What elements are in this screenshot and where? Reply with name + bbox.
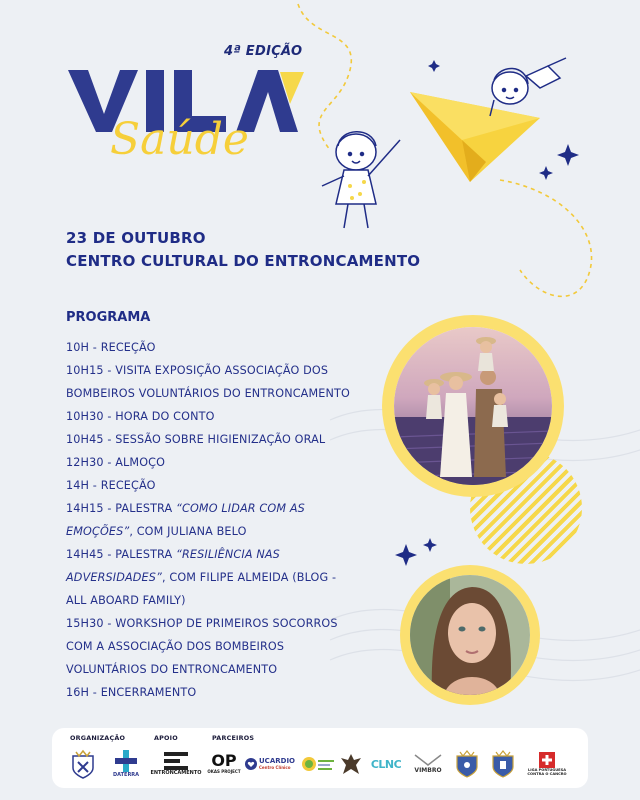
- entroncamento-e-icon: [164, 752, 188, 770]
- program-line: 10H - RECEÇÃO: [66, 341, 156, 354]
- paper-plane-icon: [410, 92, 540, 182]
- vimbro-mark-icon: [413, 753, 443, 767]
- eagle-icon: [340, 752, 362, 776]
- kid-doodle-right-icon: [490, 58, 566, 116]
- sponsors-footer: [52, 728, 588, 788]
- liga-cancro-logo: LIGA PORTUGUESA CONTRA O CANCRO: [522, 746, 572, 782]
- ucardio-heart-icon: [245, 758, 257, 770]
- program-line: 10H15 - VISITA EXPOSIÇÃO ASSOCIAÇÃO DOS: [66, 364, 329, 377]
- support-label: APOIO: [154, 734, 178, 742]
- program-line: COM A ASSOCIAÇÃO DOS BOMBEIROS: [66, 640, 285, 653]
- program-title: PROGRAMA: [66, 310, 151, 325]
- edition-label: 4ª EDIÇÃO: [224, 44, 303, 59]
- kid-doodle-left-icon: [322, 132, 400, 228]
- program-line: 16H - ENCERRAMENTO: [66, 686, 197, 699]
- program-line: 10H45 - SESSÃO SOBRE HIGIENIZAÇÃO ORAL: [66, 433, 326, 446]
- vila-saude-logo: [66, 56, 316, 176]
- entroncamento-logo: ENTRONCAMENTO: [148, 746, 204, 782]
- program-line: 14H15 - PALESTRA “COMO LIDAR COM AS: [66, 502, 305, 515]
- partner-bird-logo: [338, 746, 364, 782]
- partner-green-logo: [298, 746, 338, 782]
- municipality-crest-logo: [66, 746, 100, 782]
- dateerra-cross-icon: [114, 750, 138, 772]
- op-logo: OP OKAS PROJECT: [207, 751, 241, 775]
- ucardio-logo: UCARDIO Centro Clínico: [242, 746, 298, 782]
- parish-crest-logo-1: [452, 746, 482, 782]
- parish-crest-icon: [455, 750, 479, 778]
- program-line: 14H45 - PALESTRA “RESILIÊNCIA NAS: [66, 548, 280, 561]
- event-venue: CENTRO CULTURAL DO ENTRONCAMENTO: [66, 252, 421, 270]
- crest-icon: [70, 748, 96, 780]
- event-date: 23 DE OUTUBRO: [66, 229, 206, 247]
- family-photo: [394, 327, 552, 485]
- program-line: 12H30 - ALMOÇO: [66, 456, 166, 469]
- liga-cross-icon: [539, 752, 555, 768]
- partner-green-icon: [301, 755, 335, 773]
- dateerra-logo: DATERRA: [104, 746, 148, 782]
- program-line: BOMBEIROS VOLUNTÁRIOS DO ENTRONCAMENTO: [66, 387, 350, 400]
- program-line: VOLUNTÁRIOS DO ENTRONCAMENTO: [66, 663, 278, 676]
- program-schedule: [66, 341, 366, 709]
- parish-crest-icon: [491, 750, 515, 778]
- program-line: 14H - RECEÇÃO: [66, 479, 156, 492]
- program-line: EMOÇÕES”, COM JULIANA BELO: [66, 525, 247, 538]
- program-line: ALL ABOARD FAMILY): [66, 594, 186, 607]
- clnc-logo: CLNC: [370, 757, 402, 771]
- svg-text:VILA: VILA: [66, 56, 69, 57]
- program-line: 15H30 - WORKSHOP DE PRIMEIROS SOCORROS: [66, 617, 338, 630]
- speaker-photo: [410, 575, 530, 695]
- vimbro-logo: VIMBRO: [408, 746, 448, 782]
- partners-label: PARCEIROS: [212, 734, 255, 742]
- program-line: 10H30 - HORA DO CONTO: [66, 410, 215, 423]
- program-line: ADVERSIDADES”, COM FILIPE ALMEIDA (BLOG -: [66, 571, 337, 584]
- parish-crest-logo-2: [488, 746, 518, 782]
- organization-label: ORGANIZAÇÃO: [70, 734, 126, 742]
- logo-script-text: Saúde: [110, 114, 249, 165]
